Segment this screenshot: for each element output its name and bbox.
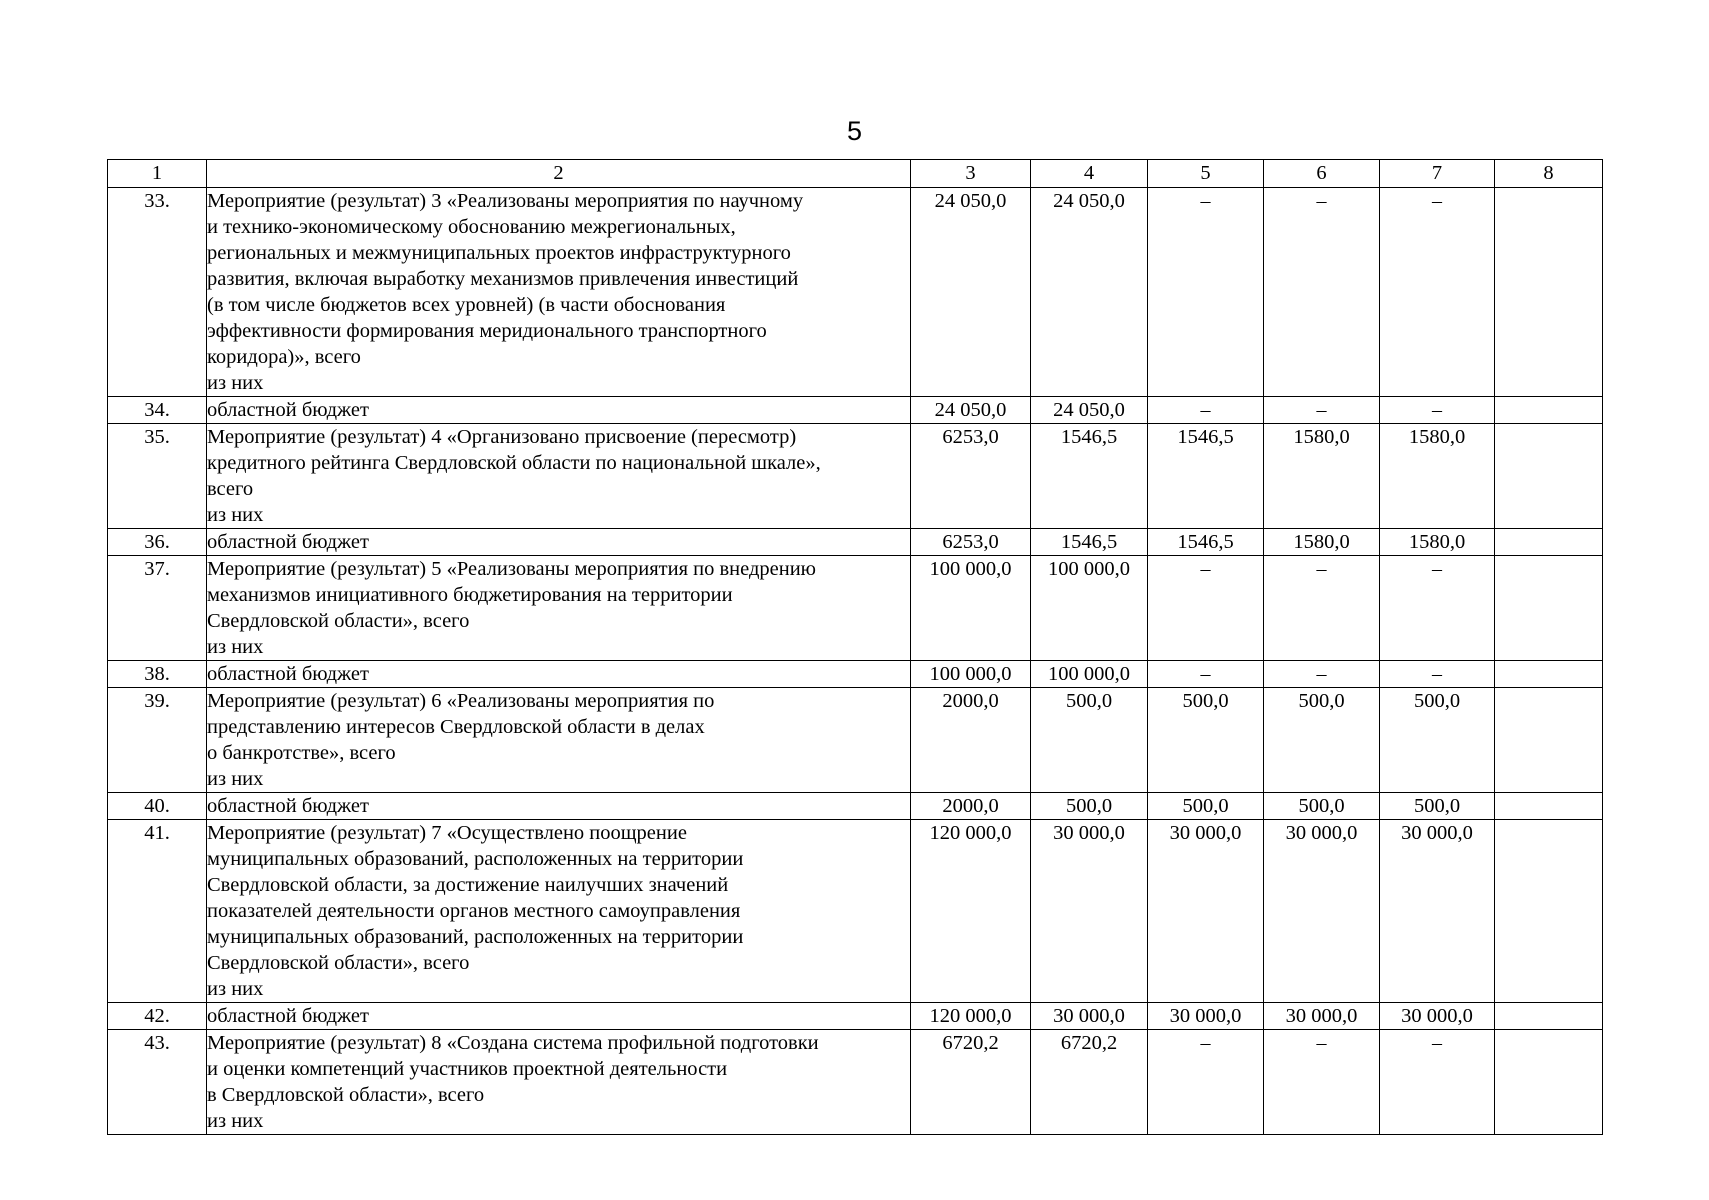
description-line: развития, включая выработку механизмов привлечения инвестиций (207, 268, 799, 290)
table-body (108, 188, 1603, 1135)
value-cell-col-6: – (1264, 661, 1380, 688)
value-cell-col-4: 100 000,0 (1031, 556, 1148, 661)
value-cell-col-8 (1495, 1030, 1603, 1135)
description-line: муниципальных образований, расположенных на территории (207, 848, 744, 870)
table-row (108, 424, 1603, 529)
row-description (207, 1030, 911, 1135)
table-row (108, 793, 1603, 820)
value-cell-col-7: 500,0 (1380, 793, 1495, 820)
row-description (207, 793, 911, 820)
description-line: всего (207, 478, 254, 500)
value-cell-col-4: 24 050,0 (1031, 188, 1148, 397)
value-cell-col-3: 120 000,0 (911, 1003, 1031, 1030)
value-cell-col-7: 1580,0 (1380, 529, 1495, 556)
value-cell-col-3: 2000,0 (911, 688, 1031, 793)
value-cell-col-5: 1546,5 (1148, 529, 1264, 556)
column-header: 2 (207, 160, 911, 188)
table-row (108, 1003, 1603, 1030)
row-number: 34. (108, 397, 207, 424)
row-number: 43. (108, 1030, 207, 1135)
description-line: эффективности формирования меридионального транспортного (207, 320, 767, 342)
row-description (207, 424, 911, 529)
description-line: коридора)», всего (207, 346, 361, 368)
value-cell-col-6: 1580,0 (1264, 529, 1380, 556)
description-line: региональных и межмуниципальных проектов инфраструктурного (207, 242, 791, 264)
value-cell-col-7: 30 000,0 (1380, 1003, 1495, 1030)
value-cell-col-4: 1546,5 (1031, 529, 1148, 556)
value-cell-col-5: – (1148, 661, 1264, 688)
value-cell-col-6: 1580,0 (1264, 424, 1380, 529)
value-cell-col-4: 500,0 (1031, 793, 1148, 820)
column-header: 6 (1264, 160, 1380, 188)
row-description (207, 397, 911, 424)
value-cell-col-5: – (1148, 188, 1264, 397)
table-row (108, 397, 1603, 424)
row-description (207, 556, 911, 661)
table-row (108, 529, 1603, 556)
value-cell-col-3: 24 050,0 (911, 397, 1031, 424)
table-row (108, 661, 1603, 688)
description-line: из них (207, 978, 264, 1000)
value-cell-col-7: 500,0 (1380, 688, 1495, 793)
table-row (108, 188, 1603, 397)
description-line: из них (207, 636, 264, 658)
description-line: областной бюджет (207, 795, 369, 817)
value-cell-col-5: 500,0 (1148, 688, 1264, 793)
column-header: 1 (108, 160, 207, 188)
value-cell-col-4: 6720,2 (1031, 1030, 1148, 1135)
value-cell-col-5: – (1148, 556, 1264, 661)
value-cell-col-7: – (1380, 1030, 1495, 1135)
value-cell-col-7: 1580,0 (1380, 424, 1495, 529)
value-cell-col-8 (1495, 188, 1603, 397)
description-line: из них (207, 372, 264, 394)
table-row (108, 556, 1603, 661)
column-header: 7 (1380, 160, 1495, 188)
value-cell-col-5: 500,0 (1148, 793, 1264, 820)
value-cell-col-3: 6253,0 (911, 424, 1031, 529)
description-line: областной бюджет (207, 1005, 369, 1027)
value-cell-col-6: 500,0 (1264, 793, 1380, 820)
value-cell-col-8 (1495, 397, 1603, 424)
description-line: Мероприятие (результат) 5 «Реализованы мероприятия по внедрению (207, 558, 816, 580)
description-line: муниципальных образований, расположенных на территории (207, 926, 744, 948)
value-cell-col-3: 2000,0 (911, 793, 1031, 820)
description-line: из них (207, 1110, 264, 1132)
value-cell-col-6: – (1264, 397, 1380, 424)
value-cell-col-3: 100 000,0 (911, 556, 1031, 661)
row-description (207, 661, 911, 688)
row-number: 37. (108, 556, 207, 661)
value-cell-col-3: 24 050,0 (911, 188, 1031, 397)
column-header: 5 (1148, 160, 1264, 188)
budget-table (107, 159, 1603, 1135)
value-cell-col-8 (1495, 1003, 1603, 1030)
description-line: в Свердловской области», всего (207, 1084, 485, 1106)
description-line: областной бюджет (207, 399, 369, 421)
value-cell-col-8 (1495, 661, 1603, 688)
description-line: и технико-экономическому обоснованию межрегиональных, (207, 216, 736, 238)
row-description (207, 820, 911, 1003)
row-description (207, 188, 911, 397)
row-description (207, 1003, 911, 1030)
value-cell-col-3: 120 000,0 (911, 820, 1031, 1003)
description-line: (в том числе бюджетов всех уровней) (в части обоснования (207, 294, 726, 316)
column-header: 4 (1031, 160, 1148, 188)
row-number: 39. (108, 688, 207, 793)
description-line: представлению интересов Свердловской области в делах (207, 716, 705, 738)
description-line: механизмов инициативного бюджетирования на территории (207, 584, 733, 606)
value-cell-col-5: 1546,5 (1148, 424, 1264, 529)
value-cell-col-4: 500,0 (1031, 688, 1148, 793)
table-row (108, 1030, 1603, 1135)
table-row (108, 688, 1603, 793)
value-cell-col-7: – (1380, 556, 1495, 661)
value-cell-col-3: 6720,2 (911, 1030, 1031, 1135)
description-line: Свердловской области», всего (207, 952, 470, 974)
value-cell-col-3: 100 000,0 (911, 661, 1031, 688)
row-description (207, 688, 911, 793)
value-cell-col-8 (1495, 793, 1603, 820)
row-number: 36. (108, 529, 207, 556)
header-row (108, 160, 1603, 188)
description-line: кредитного рейтинга Свердловской области по национальной шкале», (207, 452, 821, 474)
value-cell-col-8 (1495, 424, 1603, 529)
value-cell-col-4: 100 000,0 (1031, 661, 1148, 688)
description-line: Свердловской области», всего (207, 610, 470, 632)
value-cell-col-7: 30 000,0 (1380, 820, 1495, 1003)
value-cell-col-4: 30 000,0 (1031, 1003, 1148, 1030)
description-line: показателей деятельности органов местного самоуправления (207, 900, 741, 922)
description-line: Свердловской области, за достижение наилучших значений (207, 874, 729, 896)
row-number: 38. (108, 661, 207, 688)
value-cell-col-6: 30 000,0 (1264, 820, 1380, 1003)
value-cell-col-6: – (1264, 556, 1380, 661)
description-line: из них (207, 504, 264, 526)
description-line: Мероприятие (результат) 8 «Создана система профильной подготовки (207, 1032, 819, 1054)
value-cell-col-6: – (1264, 188, 1380, 397)
row-number: 35. (108, 424, 207, 529)
page-number: 5 (846, 116, 863, 146)
description-line: Мероприятие (результат) 4 «Организовано присвоение (пересмотр) (207, 426, 797, 448)
description-line: о банкротстве», всего (207, 742, 396, 764)
description-line: областной бюджет (207, 663, 369, 685)
value-cell-col-7: – (1380, 661, 1495, 688)
description-line: Мероприятие (результат) 6 «Реализованы мероприятия по (207, 690, 715, 712)
description-line: Мероприятие (результат) 3 «Реализованы мероприятия по научному (207, 190, 804, 212)
value-cell-col-6: 500,0 (1264, 688, 1380, 793)
value-cell-col-7: – (1380, 188, 1495, 397)
row-number: 40. (108, 793, 207, 820)
value-cell-col-8 (1495, 820, 1603, 1003)
value-cell-col-5: – (1148, 397, 1264, 424)
value-cell-col-5: 30 000,0 (1148, 820, 1264, 1003)
value-cell-col-4: 24 050,0 (1031, 397, 1148, 424)
column-header: 3 (911, 160, 1031, 188)
row-number: 33. (108, 188, 207, 397)
value-cell-col-8 (1495, 529, 1603, 556)
value-cell-col-6: – (1264, 1030, 1380, 1135)
row-number: 41. (108, 820, 207, 1003)
value-cell-col-6: 30 000,0 (1264, 1003, 1380, 1030)
description-line: областной бюджет (207, 531, 369, 553)
value-cell-col-5: 30 000,0 (1148, 1003, 1264, 1030)
value-cell-col-4: 30 000,0 (1031, 820, 1148, 1003)
value-cell-col-4: 1546,5 (1031, 424, 1148, 529)
column-header: 8 (1495, 160, 1603, 188)
value-cell-col-3: 6253,0 (911, 529, 1031, 556)
row-description (207, 529, 911, 556)
description-line: Мероприятие (результат) 7 «Осуществлено поощрение (207, 822, 687, 844)
value-cell-col-5: – (1148, 1030, 1264, 1135)
table-row (108, 820, 1603, 1003)
description-line: и оценки компетенций участников проектной деятельности (207, 1058, 728, 1080)
value-cell-col-8 (1495, 688, 1603, 793)
value-cell-col-7: – (1380, 397, 1495, 424)
value-cell-col-8 (1495, 556, 1603, 661)
row-number: 42. (108, 1003, 207, 1030)
description-line: из них (207, 768, 264, 790)
